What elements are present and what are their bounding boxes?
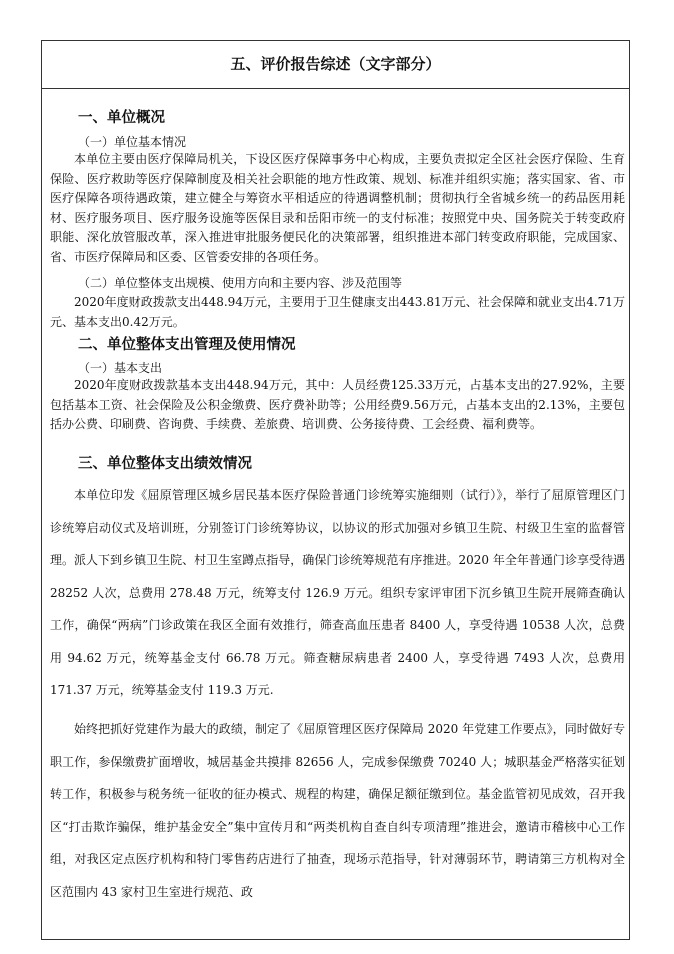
- subheading-expenditure-scope: （二）单位整体支出规模、使用方向和主要内容、涉及范围等: [78, 276, 403, 290]
- paragraph-expenditure-scope: 2020年度财政拨款支出448.94万元，主要用于卫生健康支出443.81万元、社会保障和就业支出4.71万元、基本支出0.42万元。: [50, 295, 625, 329]
- section-heading-performance: 三、单位整体支出绩效情况: [78, 456, 252, 472]
- paragraph-basic-info: 本单位主要由医疗保障局机关，下设区医疗保障事务中心构成，主要负责拟定全区社会医疗保险、生育保险、医疗救助等医疗保障制度及相关社会职能的地方性政策、规划、标准并组织实施；落实国家、省、市医疗保障各项待遇政策，建立健全与筹资水平相适应的待遇调整机制；贯彻执行全省城乡统一的药品医用耗材、医疗服务项目、医疗服务设施等医保目录和岳阳市统一的支付标准；按照党中央、国务院关于转变政府职能、深化放管服改革，深入推进审批服务便民化的决策部署，组织推进本部门转变政府职能，完成国家、省、市医疗保障局和区委、区管委安排的各项任务。: [50, 152, 625, 264]
- title-divider: [42, 88, 629, 89]
- paragraph-performance-party: 始终把抓好党建作为最大的政绩，制定了《屈原管理区医疗保障局 2020 年党建工作要点》，同时做好专职工作，参保缴费扩面增收，城居基金共摸排 82656 人，完成参保缴费 70240 人；城职基金严格落实征划转工作，积极参与税务统一征收的征办模式、规程的构建，确保足额征缴到位。基金监管初见成效，召开我区“打击欺诈骗保，维护基金安全”集中宣传月和“两类机构自查自纠专项清理”推进会，邀请市稽核中心工作组，对我区定点医疗机构和特门零售药店进行了抽查，现场示范指导，针对薄弱环节，聘请第三方机构对全区范围内 43 家村卫生室进行规范、政: [50, 722, 625, 899]
- subheading-basic-expenditure: （一）基本支出: [78, 361, 163, 375]
- section-heading-management: 二、单位整体支出管理及使用情况: [78, 337, 296, 353]
- subheading-basic-info: （一）单位基本情况: [78, 135, 187, 149]
- paragraph-performance-outpatient: 本单位印发《屈原管理区城乡居民基本医疗保险普通门诊统筹实施细则（试行）》，举行了屈原管理区门诊统筹启动仪式及培训班，分别签订门诊统筹协议，以协议的形式加强对乡镇卫生院、村级卫生室的监督管理。派人下到乡镇卫生院、村卫生室蹲点指导，确保门诊统筹规范有序推进。2020 年全年普通门诊享受待遇 28252 人次，总费用 278.48 万元，统筹支付 126.9 万元。组织专家评审团下沉乡镇卫生院开展筛查确认工作，确保“两病”门诊政策在我区全面有效推行，筛查高血压患者 8400 人，享受待遇 10538 人次，总费用 94.62 万元，统筹基金支付 66.78 万元。筛查糖尿病患者 2400 人，享受待遇 7493 人次，总费用 171.37 万元，统筹基金支付 119.3 万元.: [50, 488, 625, 697]
- paragraph-basic-expenditure: 2020年度财政拨款基本支出448.94万元，其中：人员经费125.33万元，占基本支出的27.92%，主要包括基本工资、社会保险及公积金缴费、医疗费补助等；公用经费9.56万元，占基本支出的2.13%，主要包括办公费、印刷费、咨询费、手续费、差旅费、培训费、公务接待费、工会经费、福利费等。: [50, 378, 625, 431]
- section-heading-overview: 一、单位概况: [78, 110, 165, 126]
- report-frame: [41, 40, 630, 940]
- report-title: 五、评价报告综述（文字部分）: [230, 55, 441, 73]
